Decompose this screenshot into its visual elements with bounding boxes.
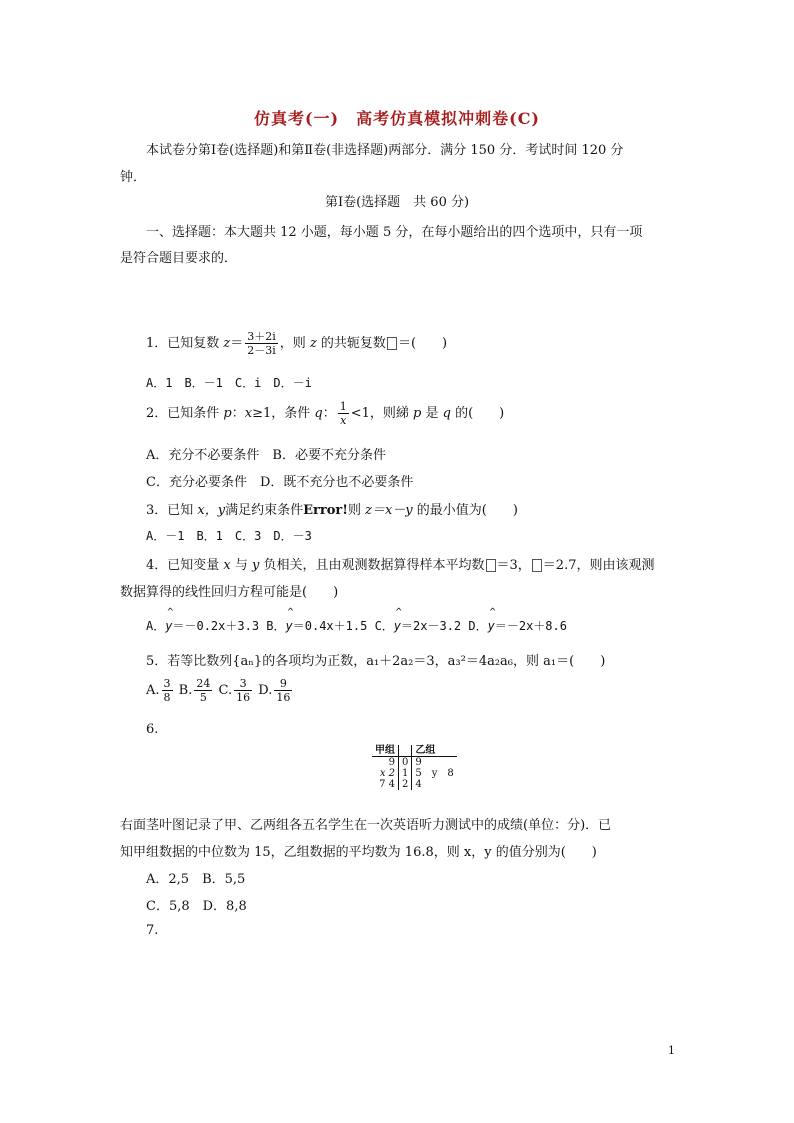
q1-var-2: z bbox=[309, 336, 317, 351]
q2-colon-1: ： bbox=[231, 406, 245, 421]
q5-b-num: 24 bbox=[196, 677, 211, 690]
q4-yhat-c: ^ y bbox=[394, 619, 401, 633]
stemleaf-header-left: 甲组 bbox=[372, 745, 399, 757]
q4-option-d: ＝－2x＋8.6 bbox=[494, 619, 567, 633]
q1-options: A．1 B．－1 C．i D．－i bbox=[146, 376, 312, 390]
stemleaf-row bbox=[372, 779, 457, 790]
section1-line-1: 一、选择题：本大题共 12 小题，每小题 5 分，在每小题给出的四个选项中，只有一项 bbox=[146, 225, 643, 240]
q1-eq: ＝ bbox=[230, 336, 244, 351]
q5-option-a-label: A. bbox=[146, 683, 160, 698]
q3-options: A．－1 B．1 C．3 D．－3 bbox=[146, 529, 312, 543]
question-7-number: 7. bbox=[146, 923, 159, 938]
q4-ybar-value: ＝2.7，则由该观测 bbox=[542, 558, 655, 573]
q5-option-d-label: D. bbox=[258, 683, 273, 698]
stemleaf-right: 5 y 8 bbox=[415, 768, 454, 779]
q2-var-q: q bbox=[314, 406, 323, 421]
intro-line-1: 本试卷分第Ⅰ卷(选择题)和第Ⅱ卷(非选择题)两部分．满分 150 分．考试时间 120 分 bbox=[146, 143, 624, 158]
stemleaf-stem: 2 bbox=[399, 779, 412, 790]
q2-suffix: 的( ) bbox=[450, 406, 505, 421]
q1-suffix-1: 的共轭复数 bbox=[316, 336, 386, 351]
q4-option-d-label: D． bbox=[468, 619, 488, 633]
stemleaf-row bbox=[372, 757, 457, 769]
q5-option-c-label: C. bbox=[218, 683, 233, 698]
question-1 bbox=[146, 330, 447, 357]
stemleaf-header-right: 乙组 bbox=[412, 745, 457, 757]
stemleaf-stem: 0 bbox=[399, 757, 412, 769]
q2-var-x: x bbox=[244, 406, 253, 421]
q1-denominator: 2－3i bbox=[247, 344, 276, 357]
missing-glyph-icon bbox=[532, 559, 542, 572]
q2-colon-2: ： bbox=[322, 406, 336, 421]
stemleaf-left: 9 bbox=[388, 757, 395, 768]
q4-yhat-a: ^ y bbox=[165, 619, 172, 633]
q6-text-line-2: 知甲组数据的中位数为 15，乙组数据的平均数为 16.8，则 x，y 的值分别为( ) bbox=[120, 845, 597, 860]
part1-heading: 第Ⅰ卷(选择题 共 60 分) bbox=[324, 195, 470, 210]
q1-numerator: 3＋2i bbox=[247, 330, 276, 343]
intro-line-2: 钟． bbox=[120, 170, 147, 185]
stemleaf-left: x 2 bbox=[379, 768, 395, 779]
q2-var-q2: q bbox=[442, 406, 451, 421]
missing-glyph-icon bbox=[387, 337, 397, 350]
q3-error-text: Error! bbox=[303, 503, 348, 518]
q3-expression: z＝x－y bbox=[365, 503, 413, 518]
q1-fraction bbox=[245, 330, 278, 357]
q4-yhat-d: ^ y bbox=[488, 619, 495, 633]
q4-mid-2: 负相关，且由观测数据算得样本平均数 bbox=[259, 558, 485, 573]
question-6-number: 6. bbox=[146, 722, 159, 737]
q2-denominator: x bbox=[340, 414, 347, 427]
q6-options-line-1: A．2,5 B．5,5 bbox=[146, 872, 246, 887]
q3-mid-2: 则 bbox=[347, 503, 366, 518]
q5-a-num: 3 bbox=[163, 677, 171, 690]
q5-d-den: 16 bbox=[276, 691, 291, 704]
q1-prefix: 1．已知复数 bbox=[146, 336, 224, 351]
q3-mid: 满足约束条件 bbox=[225, 503, 304, 518]
q5-option-d bbox=[274, 677, 292, 704]
q4-yhat-b: ^ y bbox=[286, 619, 293, 633]
q5-option-a bbox=[162, 677, 173, 704]
q5-a-den: 8 bbox=[163, 691, 171, 704]
stemleaf-right: 9 bbox=[415, 757, 422, 768]
question-4-line-2: 数据算得的线性回归方程可能是( ) bbox=[120, 585, 339, 600]
stemleaf-stem: 1 bbox=[399, 768, 412, 779]
q1-var: z bbox=[223, 336, 231, 351]
q4-mid-1: 与 bbox=[230, 558, 253, 573]
q4-var-x: x bbox=[223, 558, 231, 573]
q3-vars: x，y bbox=[197, 503, 226, 518]
q4-option-c: ＝2x－3.2 bbox=[401, 619, 462, 633]
q1-suffix-2: ＝( ) bbox=[397, 336, 448, 351]
q2-var-p: p bbox=[223, 406, 232, 421]
missing-glyph-icon bbox=[486, 559, 496, 572]
q5-option-b-label: B. bbox=[178, 683, 193, 698]
q4-prefix: 4．已知变量 bbox=[146, 558, 224, 573]
q4-option-a: ＝－0.2x＋3.3 bbox=[172, 619, 260, 633]
stemleaf-header-stem bbox=[399, 745, 412, 757]
q5-options bbox=[146, 677, 294, 704]
q5-option-c bbox=[234, 677, 252, 704]
q5-b-den: 5 bbox=[199, 691, 207, 704]
q5-c-num: 3 bbox=[234, 677, 252, 691]
q6-text-line-1: 右面茎叶图记录了甲、乙两组各五名学生在一次英语听力测试中的成绩(单位：分)．已 bbox=[120, 818, 612, 833]
q2-mid-4: 是 bbox=[421, 406, 443, 421]
stemleaf-right: 4 bbox=[415, 779, 422, 790]
q2-mid-2: ≥1，条件 bbox=[252, 406, 315, 421]
q5-c-den: 16 bbox=[236, 691, 251, 704]
q4-option-a-label: A． bbox=[146, 619, 166, 633]
section1-line-2: 是符合题目要求的． bbox=[120, 251, 238, 266]
page-title: 仿真考(一) 高考仿真模拟冲刺卷(C) bbox=[253, 109, 541, 128]
q4-option-b-label: B． bbox=[266, 619, 286, 633]
page-number: 1 bbox=[668, 1044, 675, 1057]
q2-mid-3: <1，则綈 bbox=[350, 406, 414, 421]
q5-option-b bbox=[194, 677, 212, 704]
question-3 bbox=[146, 499, 518, 518]
q4-var-y: y bbox=[252, 558, 260, 573]
q6-options-line-2: C．5,8 D．8,8 bbox=[146, 899, 247, 914]
stemleaf-left: 7 4 bbox=[379, 779, 395, 790]
q2-prefix: 2．已知条件 bbox=[146, 406, 224, 421]
question-4-line-1 bbox=[146, 554, 654, 573]
q2-options-line-1: A．充分不必要条件 B．必要不充分条件 bbox=[146, 448, 386, 463]
q3-prefix: 3．已知 bbox=[146, 503, 198, 518]
q2-fraction bbox=[338, 400, 349, 427]
q4-options bbox=[146, 617, 567, 634]
question-5: 5．若等比数列{aₙ}的各项均为正数，a₁＋2a₂＝3，a₃²＝4a₂a₆，则 a₁＝( ) bbox=[146, 654, 606, 669]
q4-xbar-value: ＝3， bbox=[496, 558, 531, 573]
q3-suffix: 的最小值为( ) bbox=[412, 503, 518, 518]
q2-numerator: 1 bbox=[339, 400, 347, 413]
question-2 bbox=[146, 400, 504, 427]
stem-leaf-plot bbox=[372, 745, 457, 790]
q4-option-c-label: C． bbox=[374, 619, 394, 633]
q2-options-line-2: C．充分必要条件 D．既不充分也不必要条件 bbox=[146, 475, 414, 490]
q5-d-num: 9 bbox=[274, 677, 292, 691]
q1-mid: ，则 bbox=[279, 336, 310, 351]
q4-option-b: ＝0.4x＋1.5 bbox=[292, 619, 368, 633]
q2-var-p2: p bbox=[413, 406, 422, 421]
stemleaf-row bbox=[372, 768, 457, 779]
